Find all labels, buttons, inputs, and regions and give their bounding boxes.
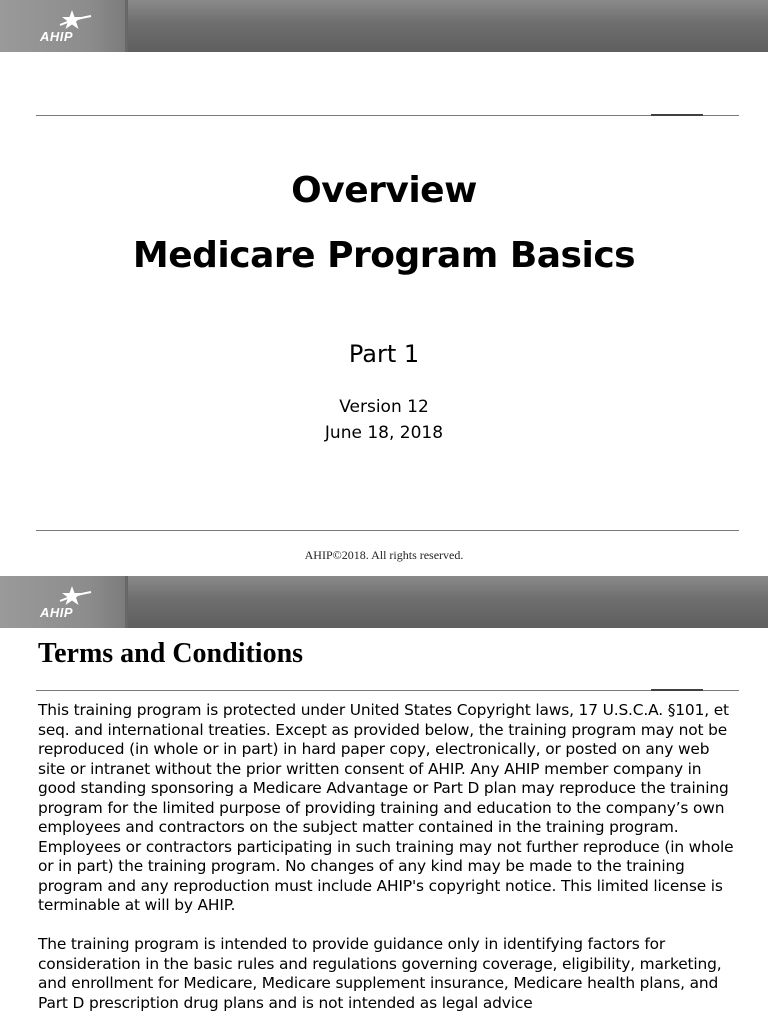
date-label: June 18, 2018 [324,423,444,443]
ahip-logo [0,576,128,628]
terms-paragraph-2: The training program is intended to provide guidance only in identifying factors for consideration in the basic rules and regulations governing coverage, eligibility, marketing, and enrollment for Medicare, Medicare supplement insurance, Medicare health plans, and Part D prescription drug plans and is not intended as legal advice [38,935,722,1012]
terms-body [38,701,738,1024]
part-label: Part 1 [348,340,420,368]
terms-title: Terms and Conditions [38,638,304,669]
header-bar [0,576,768,628]
slide-title-main: Medicare Program Basics [132,235,636,276]
version-label: Version 12 [339,397,429,417]
top-divider [36,115,739,116]
terms-divider [36,690,739,691]
logo-text: AHIP [40,29,74,44]
bottom-divider [36,530,739,531]
logo-text: AHIP [40,605,74,620]
terms-slide [0,576,768,1024]
copyright-notice: AHIP©2018. All rights reserved. [304,548,464,562]
ahip-logo [0,0,128,52]
slide-title-overview: Overview [291,170,477,211]
header-bar [0,0,768,52]
terms-paragraph-1: This training program is protected under United States Copyright laws, 17 U.S.C.A. §101, et seq. and international treaties. Except as provided below, the training program may not be reproduced (in whole or in part) in hard paper copy, electronically, or posted on any web site or intranet without the prior written consent of AHIP. Any AHIP member company in good standing sponsoring a Medicare Advantage or Part D plan may reproduce the training program for the limited purpose of providing training and education to the company’s own employees and contractors on the subject matter contained in the training program. Employees or contractors participating in such training may not further reproduce (in whole or in part) the training program. No changes of any kind may be made to the training program and any reproduction must include AHIP's copyright notice. This limited license is terminable at will by AHIP. [38,701,734,914]
